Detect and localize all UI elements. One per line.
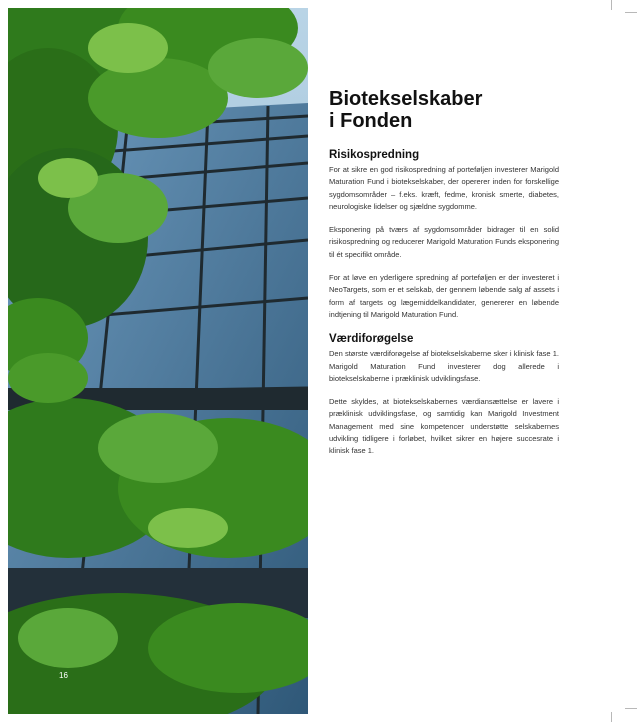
crop-mark <box>625 708 637 709</box>
section-heading: Værdiforøgelse <box>329 333 414 346</box>
crop-mark <box>611 0 612 10</box>
paragraph: Eksponering på tværs af sygdomsområder bidrager til en solid risikospredning og reducerer Marigold Maturation Funds eksponering til ét specifikt område. <box>329 225 559 259</box>
crop-mark <box>625 12 637 13</box>
title-line-2: i Fonden <box>329 110 413 132</box>
title-line-1: Biotekselskaber <box>329 88 483 110</box>
section-heading: Risikospredning <box>329 149 420 161</box>
paragraph: Dette skyldes, at biotekselskabernes værdiansættelse er lavere i præklinisk udviklingsfase, og samtidig kan Marigold Investment Management med sine kompetencer understøtte selskabernes udvikling tidligere i forløbet, hvilket sikrer en højere succesrate i klinisk fase 1. <box>329 397 559 456</box>
text-column <box>329 88 559 469</box>
paragraph: For at sikre en god risikospredning af porteføljen investerer Marigold Maturation Fund i biotekselskaber, der opererer inden for forskellige sygdomsområder – f.eks. kræft, fedme, kronisk smerte, diabetes, neurologiske lidelser og sjældne sygdomme. <box>329 165 559 211</box>
cover-photo-building-trees <box>8 8 308 714</box>
crop-mark <box>611 712 612 722</box>
page-title <box>329 88 559 132</box>
page-number: 16 <box>59 671 68 680</box>
paragraph: Den største værdiforøgelse af biotekselskaberne sker i klinisk fase 1. Marigold Maturation Fund investerer dog allerede i biotekselskaberne i præklinisk udviklingsfase. <box>329 349 559 383</box>
section-risikospredning <box>329 148 559 321</box>
paragraph: For at løve en yderligere spredning af porteføljen er der investeret i NeoTargets, som er et selskab, der gennem løbende salg af assets i form af targets og lægemiddelkandidater, genererer en løbende indtjening til Marigold Maturation Fund. <box>329 273 559 319</box>
section-vaerdiforoegelse <box>329 332 559 457</box>
